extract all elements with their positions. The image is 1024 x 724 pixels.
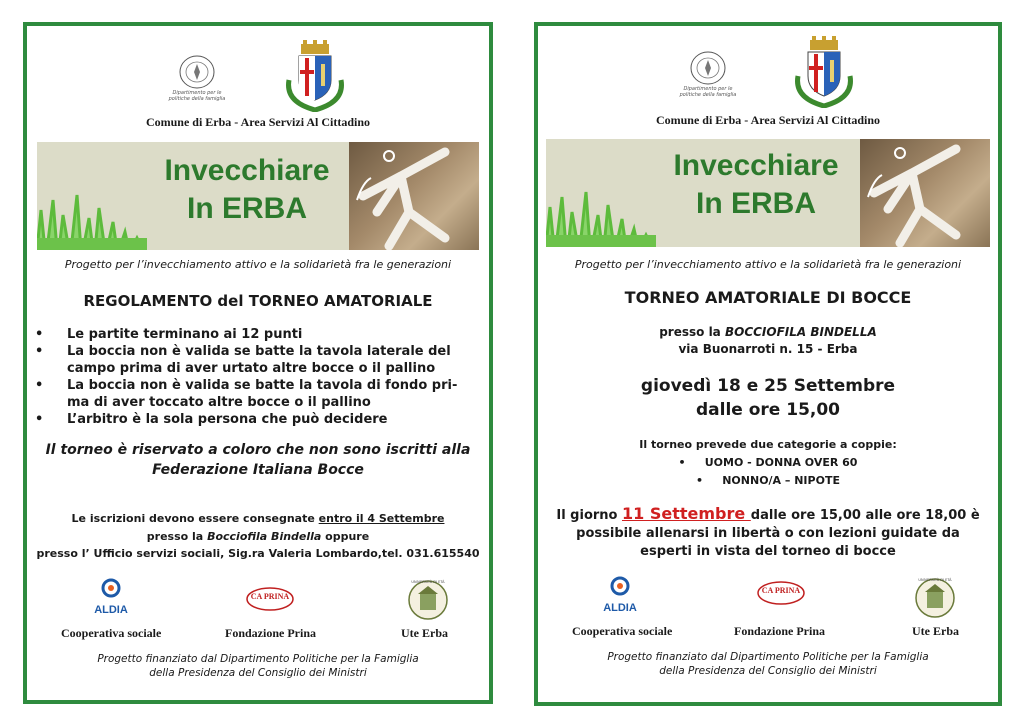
giorno-text: dalle ore 15,00 alle ore 18,00 è — [750, 508, 980, 523]
date-line2: dalle ore 15,00 — [695, 400, 841, 420]
bullet: • — [678, 456, 686, 469]
banner-photo — [860, 139, 990, 247]
finanziato-line1: Progetto finanziato dal Dipartimento Politiche per la Famiglia — [97, 653, 419, 665]
grass-illustration — [546, 177, 656, 247]
coop-label: Cooperativa sociale — [572, 624, 673, 638]
erba-coat-of-arms-logo — [279, 40, 351, 112]
iscrizioni-text: presso la — [146, 530, 208, 543]
aldia-logo — [89, 578, 133, 618]
address-line: via Buonarroti n. 15 - Erba — [678, 342, 858, 356]
rule-item — [35, 326, 467, 343]
ute-label: Ute Erba — [912, 624, 959, 638]
government-seal-logo — [678, 50, 738, 98]
ca-prina-logo — [245, 586, 295, 612]
ute-logo — [914, 576, 956, 620]
torneo-heading: TORNEO AMATORIALE DI BOCCE — [624, 288, 912, 307]
bullet: • — [696, 474, 704, 487]
rule-text: La boccia non è valida se batte la tavola laterale del campo prima di aver urtato altre bocce o il pallino — [67, 344, 451, 376]
coop-label: Cooperativa sociale — [61, 626, 162, 640]
grass-illustration — [37, 180, 147, 250]
rule-item — [35, 411, 467, 428]
iscrizioni-line3: presso l’ Ufficio servizi sociali, Sig.ra Valeria Lombardo,tel. 031.615540 — [36, 547, 480, 560]
banner-title-line2: In ERBA — [187, 192, 307, 225]
categorie-intro: Il torneo prevede due categorie a coppie: — [639, 438, 897, 451]
rule-item — [35, 377, 467, 411]
aldia-logo-text: ALDIA — [603, 602, 637, 614]
banner-title — [147, 152, 347, 228]
rule-item — [35, 343, 467, 377]
banner-title-line2: In ERBA — [696, 187, 816, 220]
fondazione-label: Fondazione Prina — [734, 624, 826, 638]
finanziato-line2: della Presidenza del Consiglio dei Ministri — [659, 665, 877, 677]
fondazione-label: Fondazione Prina — [225, 626, 317, 640]
giorno-line1 — [538, 504, 998, 523]
invecchiare-banner — [37, 142, 479, 250]
category-text: NONNO/A – NIPOTE — [722, 474, 840, 487]
left-flyer — [23, 22, 493, 704]
date-line1: giovedì 18 e 25 Settembre — [640, 376, 896, 396]
banner-title-line1: Invecchiare — [673, 149, 839, 182]
riservato-notice: Il torneo è riservato a coloro che non sono iscritti alla Federazione Italiana Bocce — [45, 442, 471, 478]
right-flyer — [534, 22, 1002, 706]
regolamento-heading: REGOLAMENTO del TORNEO AMATORIALE — [83, 292, 433, 310]
progetto-subtitle: Progetto per l’invecchiamento attivo e la solidarietà fra le generazioni — [64, 258, 452, 271]
rule-text: Le partite terminano ai 12 punti — [67, 327, 303, 342]
ca-prina-logo-text: CA PRINA — [250, 592, 290, 601]
seal-caption: Dipartimento per le politiche della famiglia — [679, 86, 737, 98]
giorno-line3: esperti in vista del torneo di bocce — [640, 544, 896, 559]
comune-header: Comune di Erba - Area Servizi Al Cittadino — [655, 113, 881, 127]
aldia-logo — [598, 576, 642, 616]
invecchiare-banner — [546, 139, 990, 247]
category-item — [538, 472, 998, 490]
bocciofila-name: Bocciofila Bindella — [207, 530, 322, 543]
government-seal-logo — [167, 54, 227, 102]
bullet: • — [35, 327, 44, 342]
bullet: • — [35, 344, 44, 359]
rule-text: La boccia non è valida se batte la tavola di fondo pri-ma di aver toccato altre bocce o il pallino — [67, 378, 458, 410]
bocciofila-name: BOCCIOFILA BINDELLA — [724, 325, 877, 339]
rule-text: L’arbitro è la sola persona che può decidere — [67, 412, 388, 427]
banner-title — [656, 147, 856, 223]
progetto-subtitle: Progetto per l’invecchiamento attivo e la solidarietà fra le generazioni — [574, 258, 962, 271]
rules-list — [35, 326, 467, 428]
iscrizioni-text: Le iscrizioni devono essere consegnate — [71, 512, 319, 525]
giorno-line2: possibile allenarsi in libertà o con lezioni guidate da — [576, 526, 960, 541]
iscrizioni-text: oppure — [321, 530, 370, 543]
comune-header: Comune di Erba - Area Servizi Al Cittadino — [145, 115, 371, 129]
giorno-text: Il giorno — [556, 508, 622, 523]
category-text: UOMO - DONNA OVER 60 — [704, 456, 858, 469]
ute-logo — [407, 578, 449, 622]
iscrizioni-line2 — [27, 528, 489, 546]
ute-logo-text: UNIVERSITÀ DI ETÀ — [918, 578, 952, 582]
training-date: 11 Settembre — [622, 504, 751, 523]
iscrizioni-line1 — [27, 510, 489, 528]
finanziato-line1: Progetto finanziato dal Dipartimento Politiche per la Famiglia — [607, 651, 929, 663]
erba-coat-of-arms-logo — [788, 36, 860, 108]
category-item — [538, 454, 998, 472]
presso-line — [538, 323, 998, 341]
bullet: • — [35, 378, 44, 393]
ute-label: Ute Erba — [401, 626, 448, 640]
seal-caption: Dipartimento per le politiche della famiglia — [168, 90, 226, 102]
bullet: • — [35, 412, 44, 427]
banner-photo — [349, 142, 479, 250]
ca-prina-logo-text: CA PRINA — [761, 586, 801, 595]
banner-title-line1: Invecchiare — [164, 154, 330, 187]
ute-logo-text: UNIVERSITÀ DI ETÀ — [411, 580, 445, 584]
presso-text: presso la — [659, 325, 725, 339]
ca-prina-logo — [756, 580, 806, 606]
finanziato-line2: della Presidenza del Consiglio dei Ministri — [149, 667, 367, 679]
iscrizioni-deadline: entro il 4 Settembre — [318, 512, 445, 525]
aldia-logo-text: ALDIA — [94, 604, 128, 616]
